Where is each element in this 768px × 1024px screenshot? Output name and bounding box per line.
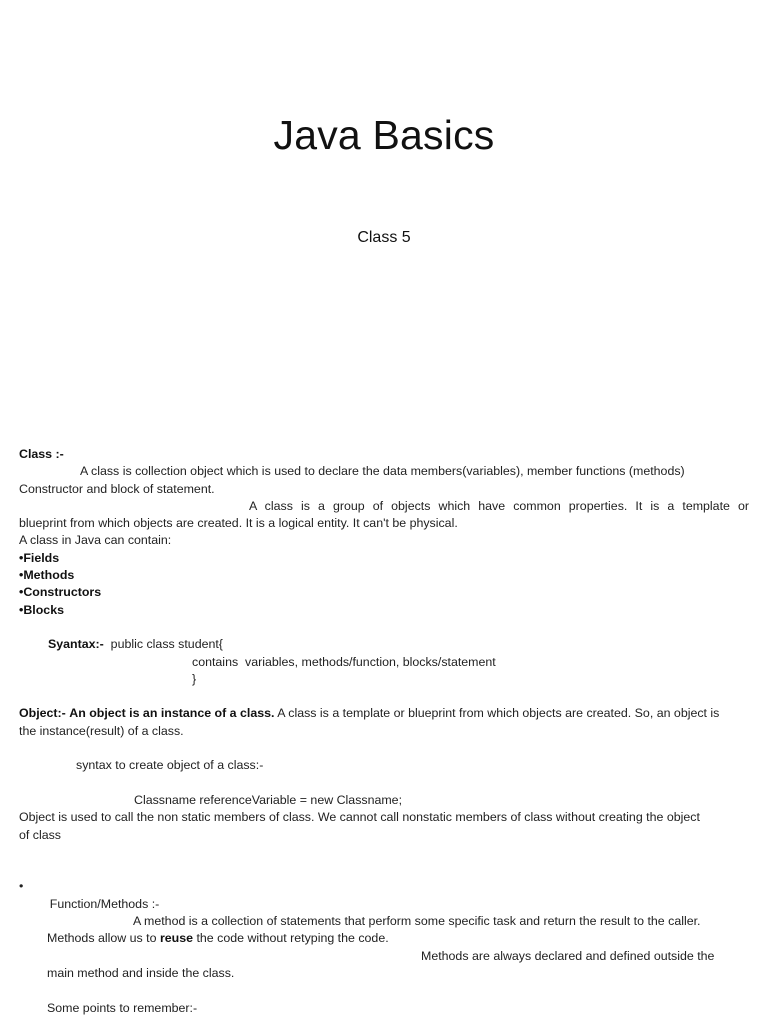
class-template-line-2: blueprint from which objects are created. It is a logical entity. It can't be physical. — [19, 516, 458, 531]
spacer — [19, 688, 749, 705]
spacer — [19, 844, 749, 861]
class-syntax-line — [19, 636, 749, 653]
class-heading: Class :- — [19, 447, 64, 461]
class-template-line-1: A class is a group of objects which have common properties. It is a template or — [249, 498, 749, 513]
object-note-line-1: Object is used to call the non static members of class. We cannot call nonstatic members of class without creating the object — [19, 810, 700, 825]
methods-points-heading: Some points to remember:- — [47, 1000, 198, 1015]
object-syntax-code: Classname referenceVariable = new Classname; — [134, 792, 403, 807]
methods-definition-line-2 — [19, 930, 749, 947]
page-title: Java Basics — [273, 112, 495, 158]
title-slide — [0, 0, 768, 440]
notes-body — [19, 446, 749, 1017]
methods-heading: Function/Methods :- — [49, 896, 160, 911]
object-definition-line-2: the instance(result) of a class. — [19, 723, 184, 738]
object-definition-line-1 — [19, 705, 749, 722]
bullet-icon: • — [19, 879, 24, 894]
methods-declared-line-1: Methods are always declared and defined outside the — [421, 948, 715, 963]
methods-reuse-post: the code without retyping the code. — [193, 931, 389, 946]
object-bold-lead: An object is an instance of a class. — [69, 706, 275, 721]
class-syntax-contains: contains variables, methods/function, blocks/statement — [192, 654, 496, 669]
class-item-fields: •Fields — [19, 550, 60, 565]
class-contain-intro: A class in Java can contain: — [19, 533, 172, 548]
object-note-line-2: of class — [19, 827, 62, 842]
class-item-blocks: •Blocks — [19, 602, 64, 617]
spacer — [19, 982, 749, 999]
class-definition-line-2: Constructor and block of statement. — [19, 481, 215, 496]
spacer — [19, 861, 749, 878]
spacer — [19, 775, 749, 792]
methods-reuse-pre: Methods allow us to — [47, 931, 160, 946]
methods-definition-line-1: A method is a collection of statements that perform some specific task and return the result to the caller. — [133, 914, 701, 929]
object-heading: Object:- — [19, 706, 66, 721]
class-syntax-label: Syantax:- — [48, 637, 104, 652]
methods-declared-line-2: main method and inside the class. — [47, 965, 235, 980]
spacer — [19, 740, 749, 757]
object-definition-rest: A class is a template or blueprint from which objects are created. So, an object is — [277, 706, 720, 721]
spacer — [19, 619, 749, 636]
methods-reuse-bold: reuse — [159, 931, 194, 946]
page-subtitle: Class 5 — [357, 229, 411, 246]
class-syntax-close: } — [192, 671, 197, 686]
class-definition-line-1: A class is collection object which is used to declare the data members(variables), member functions (methods) — [80, 464, 685, 479]
object-syntax-intro: syntax to create object of a class:- — [76, 758, 264, 773]
class-item-constructors: •Constructors — [19, 585, 102, 600]
class-item-methods: •Methods — [19, 568, 75, 583]
methods-heading-row — [19, 878, 749, 911]
class-syntax-code: public class student{ — [110, 637, 223, 652]
